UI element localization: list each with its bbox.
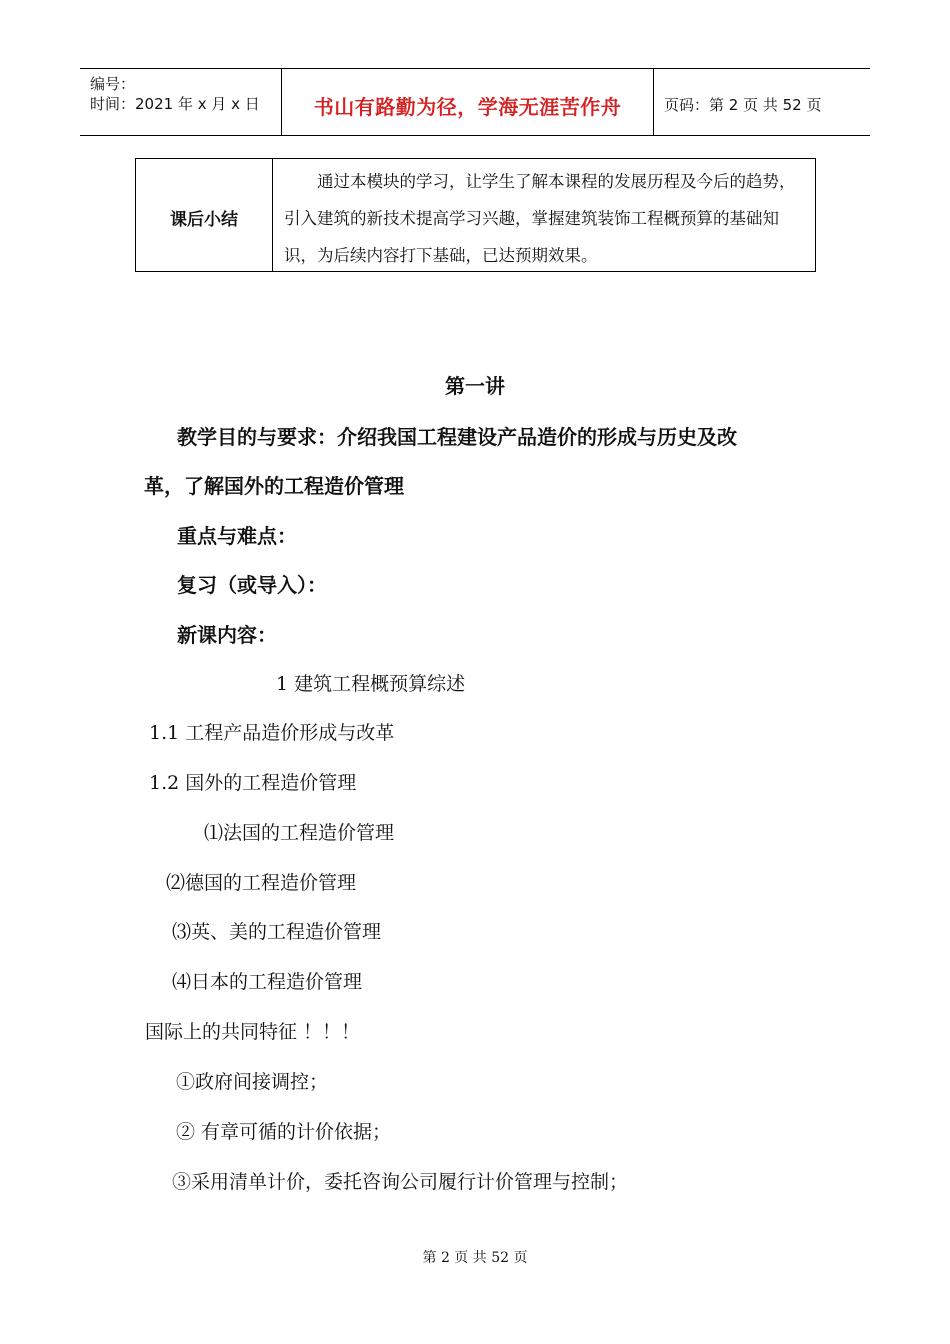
- summary-label-cell: [136, 159, 273, 271]
- section-1-1: 1.1 工程产品造价形成与改革: [149, 722, 395, 744]
- header-meta: [80, 69, 282, 135]
- feature-item: ② 有章可循的计价依据；: [176, 1121, 392, 1143]
- summary-label: 课后小结: [170, 210, 238, 230]
- section-1-2: 1.2 国外的工程造价管理: [149, 772, 357, 794]
- date-label: 时间：2021 年 x 月 x 日: [90, 95, 260, 113]
- header-page-cell: [654, 69, 870, 135]
- chapter-heading: 1 建筑工程概预算综述: [276, 673, 466, 695]
- objective-line-1: 教学目的与要求：介绍我国工程建设产品造价的形成与历史及改: [177, 425, 737, 449]
- header-motto-cell: [282, 69, 654, 135]
- review-heading: 复习（或导入）：: [177, 573, 327, 597]
- objective-line-2: 革，了解国外的工程造价管理: [144, 474, 404, 498]
- lecture-title: 第一讲: [445, 374, 505, 398]
- summary-table: [135, 158, 816, 272]
- list-item: ⑶英、美的工程造价管理: [172, 921, 382, 943]
- page-header: [80, 68, 870, 136]
- new-content-heading: 新课内容：: [177, 623, 277, 647]
- list-item: ⑴法国的工程造价管理: [204, 822, 395, 844]
- feature-item: ③采用清单计价，委托咨询公司履行计价管理与控制；: [172, 1171, 629, 1193]
- header-motto: 书山有路勤为径，学海无涯苦作舟: [313, 95, 622, 119]
- key-points-heading: 重点与难点：: [177, 524, 297, 548]
- feature-item: ①政府间接调控；: [176, 1071, 329, 1093]
- summary-text: 通过本模块的学习，让学生了解本课程的发展历程及今后的趋势，引入建筑的新技术提高学习兴趣，掌握建筑装饰工程概预算的基础知识，为后续内容打下基础，已达预期效果。: [284, 172, 796, 265]
- page-footer: 第 2 页 共 52 页: [422, 1250, 528, 1266]
- id-label: 编号：: [90, 75, 136, 93]
- header-page-number: 页码：第 2 页 共 52 页: [664, 96, 822, 114]
- list-item: ⑵德国的工程造价管理: [166, 872, 357, 894]
- features-title: 国际上的共同特征 ！！！: [145, 1021, 361, 1043]
- list-item: ⑷日本的工程造价管理: [172, 971, 363, 993]
